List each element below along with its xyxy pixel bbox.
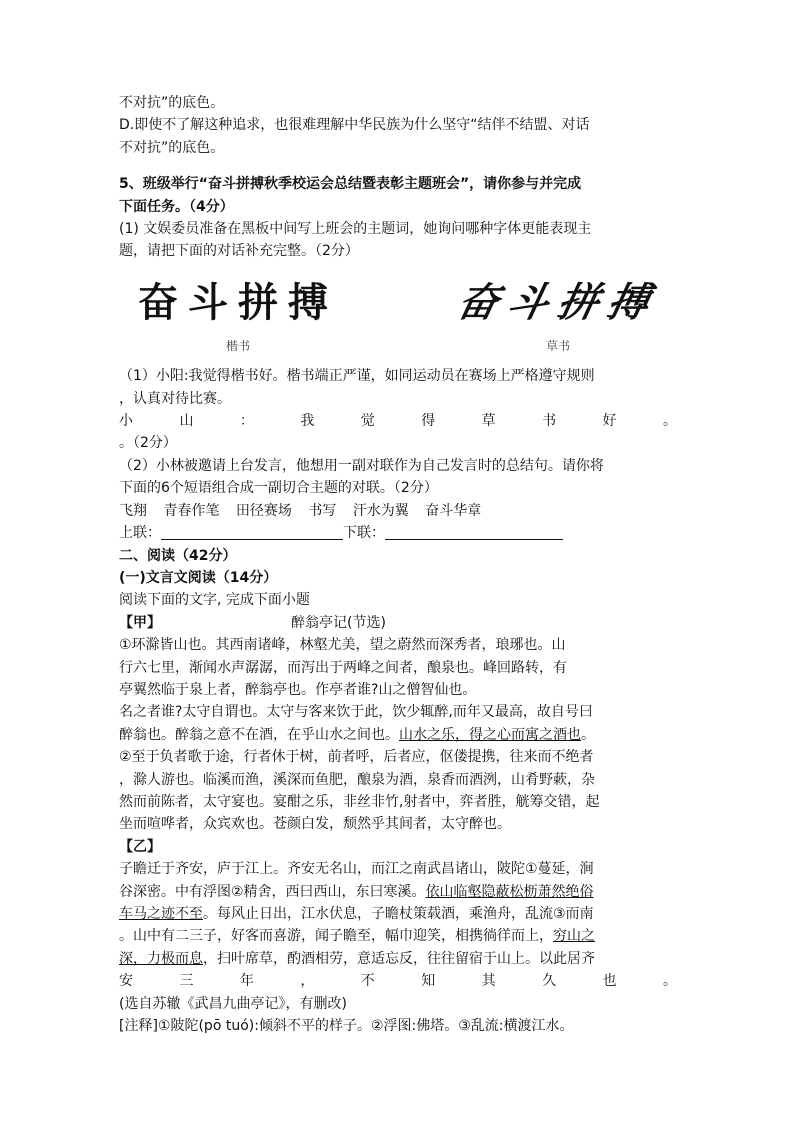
- q5-heading-line2: 下面任务。（4分）: [119, 198, 234, 215]
- section2-heading: 二、阅读（42分）: [119, 547, 237, 564]
- q5-sub1-line1: (1) 文娱委员准备在黑板中间写上班会的主题词，她询问哪种字体更能表现主: [119, 221, 592, 238]
- phrase-item: 飞翔: [119, 502, 147, 519]
- underlined-sentence: 依山临壑隐蔽松枥萧然绝俗: [425, 883, 594, 900]
- q5-sub2-line2: 下面的6个短语组合成一副切合主题的对联。（2分）: [119, 480, 438, 497]
- phrase-item: 书写: [308, 502, 337, 519]
- yi-line: 车马之迹不至。每风止日出，江水伏息，子瞻杖策载酒，乘渔舟，乱流③而南: [119, 906, 594, 922]
- jia-line: 亭翼然临于泉上者，醉翁亭也。作亭者谁?山之僧智仙也。: [119, 681, 477, 698]
- underlined-sentence: 车马之迹不至: [119, 906, 203, 922]
- q5-heading-line1: 5、班级举行“奋斗拼搏秋季校运会总结暨表彰主题班会”，请你参与并完成: [119, 176, 582, 193]
- yi-line-6: 安 三 年 ， 不 知 其 久 也 。: [119, 973, 677, 990]
- source-citation: (选自苏辙《武昌九曲亭记》，有删改): [119, 995, 347, 1012]
- q5-sub2-line1: （2）小林被邀请上台发言，他想用一副对联作为自己发言时的总结句。请你将: [119, 457, 604, 474]
- yi-line: 谷深密。中有浮图②精舍，西曰西山，东曰寒溪。依山临壑隐蔽松枥萧然绝俗: [119, 883, 594, 900]
- caoshu-sample: [453, 277, 664, 357]
- yi-line: 子瞻迁于齐安，庐于江上。齐安无名山，而江之南武昌诸山，陂陀①蔓延，涧: [119, 861, 594, 878]
- jia-line: ①环滁皆山也。其西南诸峰，林壑尤美，望之蔚然而深秀者，琅琊也。山: [119, 637, 566, 654]
- jia-line: 行六七里，渐闻水声潺潺，而泻出于两峰之间者，酿泉也。峰回路转，有: [119, 659, 567, 676]
- jia-title: 醉翁亭记(节选): [291, 614, 386, 631]
- phrase-item: 汗水为翼: [352, 502, 409, 519]
- kaishu-text: 奋斗拼搏: [138, 278, 338, 326]
- option-d-line2: 不对抗”的底色。: [119, 139, 225, 156]
- section2-subheading: (一)文言文阅读（14分）: [119, 569, 278, 586]
- lower-couplet-label: 下联：: [343, 525, 385, 542]
- lower-couplet-blank[interactable]: [385, 523, 563, 540]
- annotations: [注释]①陂陀(pō tuó):倾斜不平的样子。②浮图:佛塔。③乱流:横渡江水。: [119, 1018, 574, 1035]
- jia-title-line: [119, 612, 677, 634]
- caoshu-text: 奋斗拼搏: [453, 278, 664, 326]
- underlined-sentence: 深，力极而息: [119, 950, 203, 967]
- caoshu-caption: 草书: [545, 338, 570, 353]
- jia-line: 坐而喧哗者，众宾欢也。苍颜白发，颓然乎其间者，太守醉也。: [119, 816, 511, 833]
- jia-line: ②至于负者歌于途，行者休于树，前者呼，后者应，伛偻提携，往来而不绝者: [119, 749, 594, 766]
- dialog2-line: 小 山 ： 我 觉 得 草 书 好 。: [119, 413, 677, 430]
- document-page: [119, 92, 677, 1037]
- phrase-item: 奋斗华章: [425, 502, 482, 519]
- underlined-sentence: 穷山之: [553, 928, 595, 945]
- phrase-item: 田径赛场: [235, 502, 292, 519]
- phrase-list: [119, 500, 677, 522]
- dialog2-tail: 。（2分）: [119, 435, 177, 452]
- reading-instruction: 阅读下面的文字, 完成下面小题: [119, 592, 310, 609]
- calligraphy-samples: [138, 277, 664, 357]
- option-c-tail: 不对抗”的底色。: [119, 95, 225, 111]
- upper-couplet-label: 上联：: [119, 525, 161, 542]
- jia-label: 【甲】: [119, 614, 161, 631]
- yi-label: 【乙】: [119, 838, 161, 855]
- underlined-sentence: 山水之乐，得之心而寓之酒也: [399, 726, 581, 743]
- phrase-item: 青春作笔: [163, 502, 220, 519]
- upper-couplet-blank[interactable]: [161, 523, 343, 540]
- option-d-line1: D.即使不了解这种追求，也很难理解中华民族为什么坚守“结伴不结盟、对话: [119, 117, 590, 134]
- jia-line-5: 醉翁也。醉翁之意不在酒，在乎山水之间也。山水之乐，得之心而寓之酒也。: [119, 726, 595, 743]
- dialog1-line1: （1）小阳:我觉得楷书好。楷书端正严谨，如同运动员在赛场上严格遵守规则: [119, 368, 595, 385]
- jia-line: ，滁人游也。临溪而渔，溪深而鱼肥，酿泉为酒，泉香而酒洌，山肴野蔌，杂: [119, 771, 595, 788]
- yi-line: 深，力极而息，扫叶席草，酌酒相劳，意适忘反，往往留宿于山上。以此居齐: [119, 950, 595, 967]
- dialog1-line2: ，认真对待比赛。: [119, 390, 231, 407]
- jia-line: 名之者谁?太守自谓也。太守与客来饮于此，饮少辄醉,而年又最高，故自号曰: [119, 704, 593, 721]
- q5-sub1-line2: 题，请把下面的对话补充完整。（2分）: [119, 243, 359, 260]
- kaishu-sample: [138, 277, 338, 357]
- couplet-answer-line: [119, 522, 677, 544]
- yi-line: 。山中有二三子，好客而喜游，闻子瞻至，幅巾迎笑，相携徜徉而上，穷山之: [119, 928, 595, 945]
- jia-line: 然而前陈者，太守宴也。宴酣之乐，非丝非竹,射者中，弈者胜，觥筹交错，起: [119, 793, 600, 810]
- kaishu-caption: 楷书: [225, 338, 250, 353]
